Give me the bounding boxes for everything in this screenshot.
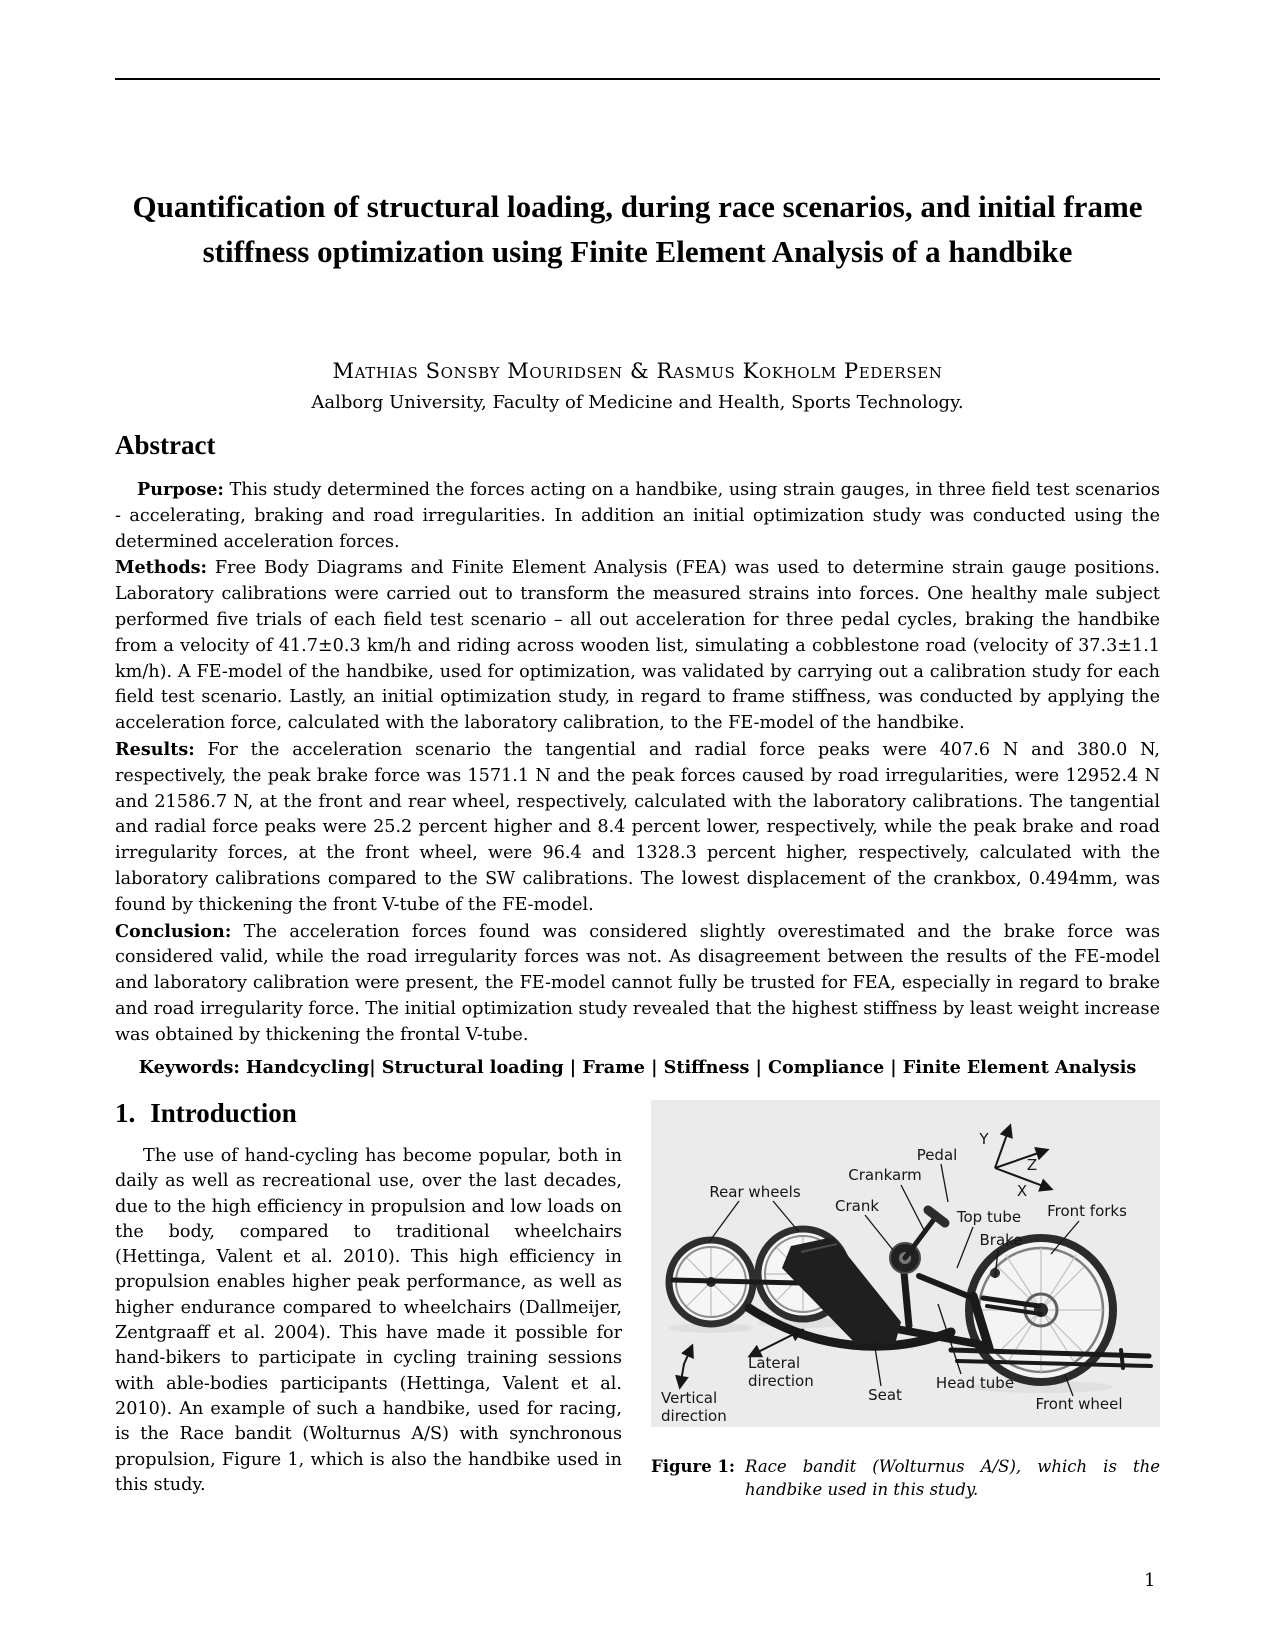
introduction-section — [115, 1098, 622, 1498]
results-text: For the acceleration scenario the tangential and radial force peaks were 407.6 N and 380.0 N, respectively, the peak brake force was 1571.1 N and the peak forces caused by road irregularities, were 12952.4 N and 21586.7 N, at the front and rear wheel, respectively, calculated with the laboratory calibrations. The tangential and radial force peaks were 25.2 percent higher and 8.4 percent lower, respectively, while the peak brake and road irregularity forces, at the front wheel, were 96.4 and 1328.3 percent higher, respectively, calculated with the laboratory calibrations compared to the SW calibrations. The lowest displacement of the crankbox, 0.494mm, was found by thickening the front V-tube of the FE-model. — [115, 739, 1161, 915]
purpose-text: This study determined the forces acting on a handbike, using strain gauges, in three field test scenarios - accelerating, braking and road irregularities. In addition an initial optimization study was conducted using the determined acceleration forces. — [115, 480, 1160, 552]
axis-x-label: X — [1016, 1182, 1028, 1200]
figure-label-crank: Crank — [834, 1197, 880, 1215]
figure-caption-label: Figure 1: — [651, 1457, 736, 1476]
section-number: 1. — [115, 1098, 136, 1128]
figure-label-head-tube: Head tube — [935, 1374, 1015, 1392]
figure-label-vertical-direction-line1: Vertical — [661, 1389, 718, 1407]
page-number: 1 — [1144, 1570, 1156, 1591]
authors-line: Mathias Sonsby Mouridsen & Rasmus Kokholm Pedersen — [332, 359, 943, 383]
handbike-illustration — [651, 1100, 1160, 1427]
axis-y-label: Y — [979, 1130, 989, 1148]
figure-caption — [651, 1455, 1160, 1501]
abstract-heading: Abstract — [115, 430, 216, 460]
axis-z-label: Z — [1026, 1156, 1038, 1174]
figure-label-rear-wheels: Rear wheels — [709, 1183, 801, 1201]
figure-label-brake: Brake — [979, 1231, 1023, 1249]
figure-label-front-forks: Front forks — [1047, 1202, 1127, 1220]
introduction-heading — [115, 1098, 622, 1129]
section-title: Introduction — [150, 1098, 297, 1128]
figure-label-pedal: Pedal — [916, 1146, 958, 1164]
figure-label-top-tube: Top tube — [956, 1208, 1022, 1226]
abstract-results-paragraph — [115, 737, 1160, 919]
header-rule — [115, 78, 1160, 80]
conclusion-text: The acceleration forces found was considered slightly overestimated and the brake force was considered valid, while the road irregularity forces was not. As disagreement between the results of the FE-model and laboratory calibration were present, the FE-model cannot fully be trusted for FEA, especially in regard to brake and road irregularity force. The initial optimization study revealed that the highest stiffness by least weight increase was obtained by thickening the frontal V-tube. — [115, 921, 1160, 1045]
introduction-paragraph: The use of hand-cycling has become popular, both in daily as well as recreational use, over the last decades, due to the high efficiency in propulsion and low loads on the body, compared to traditional wheelchairs (Hettinga, Valent et al. 2010). This high efficiency in propulsion enables higher peak performance, as well as higher endurance compared to wheelchairs (Dallmeijer, Zentgraaff et al. 2004). This have made it possible for hand-bikers to participate in cycling training sessions with able-bodies participants (Hettinga, Valent et al. 2010). An example of such a handbike, used for racing, is the Race bandit (Wolturnus A/S) with synchronous propulsion, Figure 1, which is also the handbike used in this study. — [115, 1146, 622, 1495]
keywords-line: Keywords: Handcycling| Structural loading | Frame | Stiffness | Compliance | Finite Element Analysis — [138, 1057, 1137, 1078]
methods-text: Free Body Diagrams and Finite Element Analysis (FEA) was used to determine strain gauge positions. Laboratory calibrations were carried out to transform the measured strains into forces. One healthy male subject performed five trials of each field test scenario – all out acceleration for three pedal cycles, braking the handbike from a velocity of 41.7±0.3 km/h and riding across wooden list, simulating a cobblestone road (velocity of 37.3±1.1 km/h). A FE-model of the handbike, used for optimization, was validated by carrying out a calibration study for each field test scenario. Lastly, an initial optimization study, in regard to frame stiffness, was conducted by applying the acceleration force, calculated with the laboratory calibration, to the FE-model of the handbike. — [115, 558, 1160, 734]
abstract-purpose-paragraph — [115, 477, 1160, 555]
abstract-methods-paragraph — [115, 555, 1160, 737]
results-label: Results: — [115, 738, 195, 760]
abstract-section — [115, 430, 1160, 1049]
figure-label-vertical-direction-line2: direction — [661, 1407, 727, 1425]
conclusion-label: Conclusion: — [115, 920, 232, 942]
figure-label-crankarm: Crankarm — [848, 1166, 922, 1184]
purpose-label: Purpose: — [137, 479, 224, 500]
figure-label-lateral-direction-line2: direction — [748, 1372, 814, 1390]
handbike-figure — [651, 1100, 1160, 1501]
figure-label-seat: Seat — [868, 1386, 902, 1404]
figure-panel — [651, 1100, 1160, 1501]
affiliation-line: Aalborg University, Faculty of Medicine and Health, Sports Technology. — [311, 392, 964, 413]
methods-label: Methods: — [115, 557, 208, 579]
figure-label-front-wheel: Front wheel — [1035, 1395, 1123, 1413]
figure-label-lateral-direction-line1: Lateral — [748, 1354, 801, 1372]
figure-caption-text: Race bandit (Wolturnus A/S), which is the handbike used in this study. — [745, 1457, 1160, 1499]
paper-title: Quantification of structural loading, during race scenarios, and initial frame stiffness optimization using Finite Element Analysis of a handbike — [132, 189, 1143, 269]
abstract-conclusion-paragraph — [115, 919, 1160, 1049]
